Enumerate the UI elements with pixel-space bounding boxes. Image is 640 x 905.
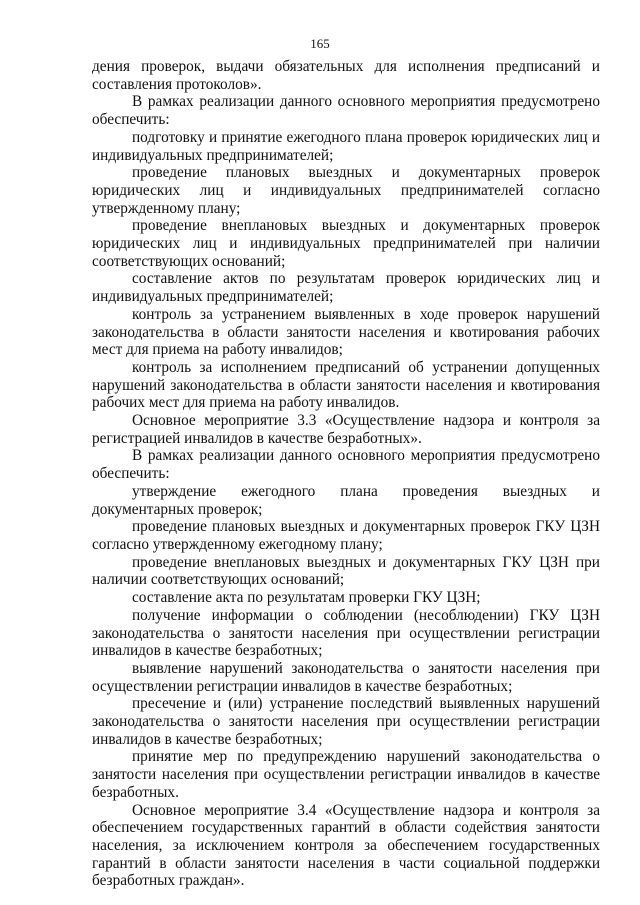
list-item-compliance-information: получение информации о соблюдении (несоблюдении) ГКУ ЦЗН законодательства о занятости населения при осуществлении регистрации инвалидов в качестве безработных; — [92, 606, 600, 660]
list-item-inspection-acts: составление актов по результатам проверок юридических лиц и индивидуальных предпринимателей; — [92, 270, 600, 306]
list-item-violation-detection: выявление нарушений законодательства о занятости населения при осуществлении регистрации инвалидов в качестве безработных; — [92, 659, 600, 695]
paragraph-intro-main-activity-2: В рамках реализации данного основного мероприятия предусмотрено обеспечить: — [92, 447, 600, 483]
list-item-gku-inspection-act: составление акта по результатам проверки ГКУ ЦЗН; — [132, 589, 481, 607]
paragraph-main-activity-3-4: Основное мероприятие 3.4 «Осуществление надзора и контроля за обеспечением государственных гарантий в области содействия занятости населения, за исключением контроля за обеспечением государственных гарантий в области занятости населения в части социальной поддержки безработных граждан». — [92, 801, 600, 890]
list-item-violation-suppression: пресечение и (или) устранение последствий выявленных нарушений законодательства о занятости населения при осуществлении регистрации инвалидов в качестве безработных; — [92, 695, 600, 748]
page-number: 165 — [310, 36, 330, 51]
list-item-unplanned-inspections: проведение внеплановых выездных и документарных проверок юридических лиц и индивидуальных предпринимателей при наличии соответствующих оснований; — [92, 217, 600, 270]
list-item-prescription-control: контроль за исполнением предписаний об устранении допущенных нарушений законодательства в области занятости населения и квотирования рабочих мест для приема на работу инвалидов. — [92, 358, 600, 412]
list-item-planned-inspections: проведение плановых выездных и документарных проверок юридических лиц и индивидуальных предпринимателей согласно утвержденному плану; — [92, 164, 600, 217]
list-item-annual-plan: подготовку и принятие ежегодного плана проверок юридических лиц и индивидуальных предпринимателей; — [92, 128, 600, 164]
list-item-planned-gku-inspections: проведение плановых выездных и документарных проверок ГКУ ЦЗН согласно утвержденному ежегодному плану; — [92, 518, 600, 553]
paragraph-continuation: дения проверок, выдачи обязательных для исполнения предписаний и составления протоколов». — [92, 58, 600, 93]
paragraph-main-activity-3-3: Основное мероприятие 3.3 «Осуществление надзора и контроля за регистрацией инвалидов в качестве безработных». — [92, 412, 600, 447]
body-text — [92, 58, 600, 890]
list-item-violation-prevention: принятие мер по предупреждению нарушений законодательства о занятости населения при осуществлении регистрации инвалидов в качестве безработных. — [92, 748, 600, 801]
list-item-annual-plan-approval: утверждение ежегодного плана проведения выездных и документарных проверок; — [92, 482, 600, 518]
list-item-violation-elimination-control: контроль за устранением выявленных в ходе проверок нарушений законодательства в области занятости населения и квотирования рабочих мест для приема на работу инвалидов; — [92, 305, 600, 359]
list-item-unplanned-gku-inspections: проведение внеплановых выездных и документарных ГКУ ЦЗН при наличии соответствующих оснований; — [92, 553, 600, 589]
paragraph-intro-main-activity: В рамках реализации данного основного мероприятия предусмотрено обеспечить: — [92, 93, 600, 129]
